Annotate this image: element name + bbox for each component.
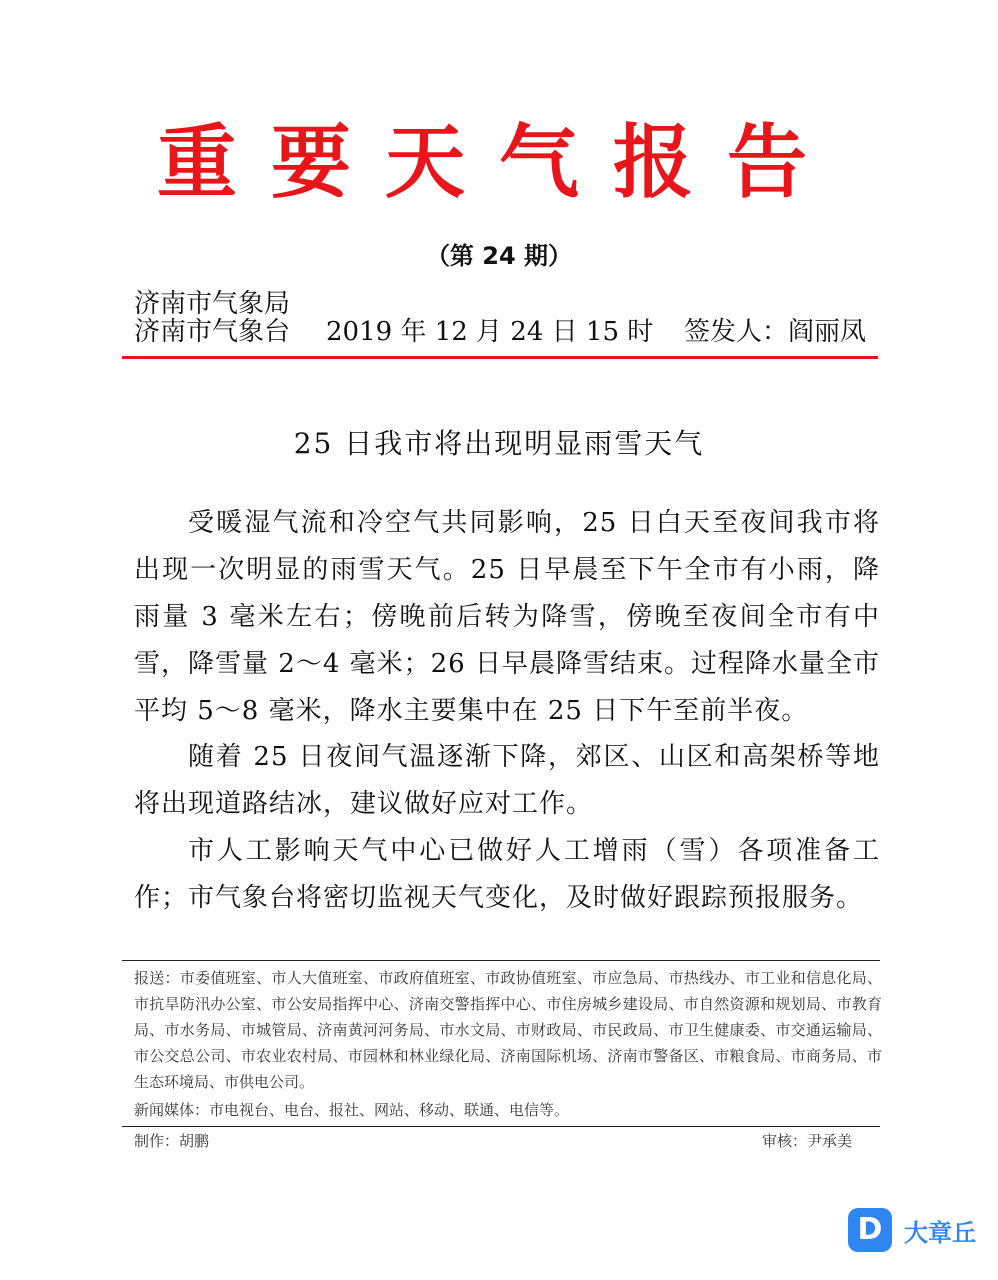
issuer-observatory: 济南市气象台 bbox=[134, 317, 291, 347]
paragraph-preparation: 市人工影响天气中心已做好人工增雨（雪）各项准备工作；市气象台将密切监视天气变化，及时做好跟踪预报服务。 bbox=[134, 836, 880, 913]
footer-divider-top bbox=[122, 960, 880, 961]
issuer-bureau: 济南市气象局 bbox=[134, 289, 291, 319]
distribution-list: 报送：市委值班室、市人大值班室、市政府值班室、市政协值班室、市应急局、市热线办、市工业和信息化局、市抗旱防汛办公室、市公安局指挥中心、济南交警指挥中心、市住房城乡建设局、市自然资源和规划局、市教育局、市水务局、市城管局、济南黄河河务局、市水文局、市财政局、市民政局、市卫生健康委、市交通运输局、市公交总公司、市农业农村局、市园林和林业绿化局、济南国际机场、济南市警备区、市粮食局、市商务局、市生态环境局、市供电公司。 bbox=[134, 969, 882, 1091]
issue-number: （第 24 期） bbox=[425, 242, 573, 270]
footer-divider-bottom bbox=[122, 1126, 880, 1127]
paragraph-forecast: 受暖湿气流和冷空气共同影响，25 日白天至夜间我市将出现一次明显的雨雪天气。25 日早晨至下午全市有小雨，降雨量 3 毫米左右；傍晚前后转为降雪，傍晚至夜间全市有中雪，降雪量 2～4 毫米；26 日早晨降雪结束。过程降水量全市平均 5～8 毫米，降水主要集中在 25 日下午至前半夜。 bbox=[134, 508, 880, 726]
red-divider bbox=[122, 356, 878, 359]
reviewed-by: 审核：尹承美 bbox=[762, 1132, 853, 1150]
document-heading: 25 日我市将出现明显雨雪天气 bbox=[293, 427, 705, 460]
made-by: 制作：胡鹏 bbox=[134, 1132, 210, 1150]
watermark-text: 大章丘 bbox=[904, 1218, 976, 1247]
paragraph-icing: 随着 25 日夜间气温逐渐下降，郊区、山区和高架桥等地将出现道路结冰，建议做好应对工作。 bbox=[134, 742, 880, 819]
news-media-list: 新闻媒体：市电视台、电台、报社、网站、移动、联通、电信等。 bbox=[134, 1101, 570, 1119]
watermark-logo bbox=[848, 1208, 976, 1252]
issue-datetime: 2019 年 12 月 24 日 15 时 bbox=[326, 317, 654, 347]
signer: 签发人：阎丽凤 bbox=[684, 317, 867, 347]
report-title: 重要天气报告 bbox=[157, 116, 841, 209]
watermark-d-icon: D bbox=[848, 1208, 892, 1252]
